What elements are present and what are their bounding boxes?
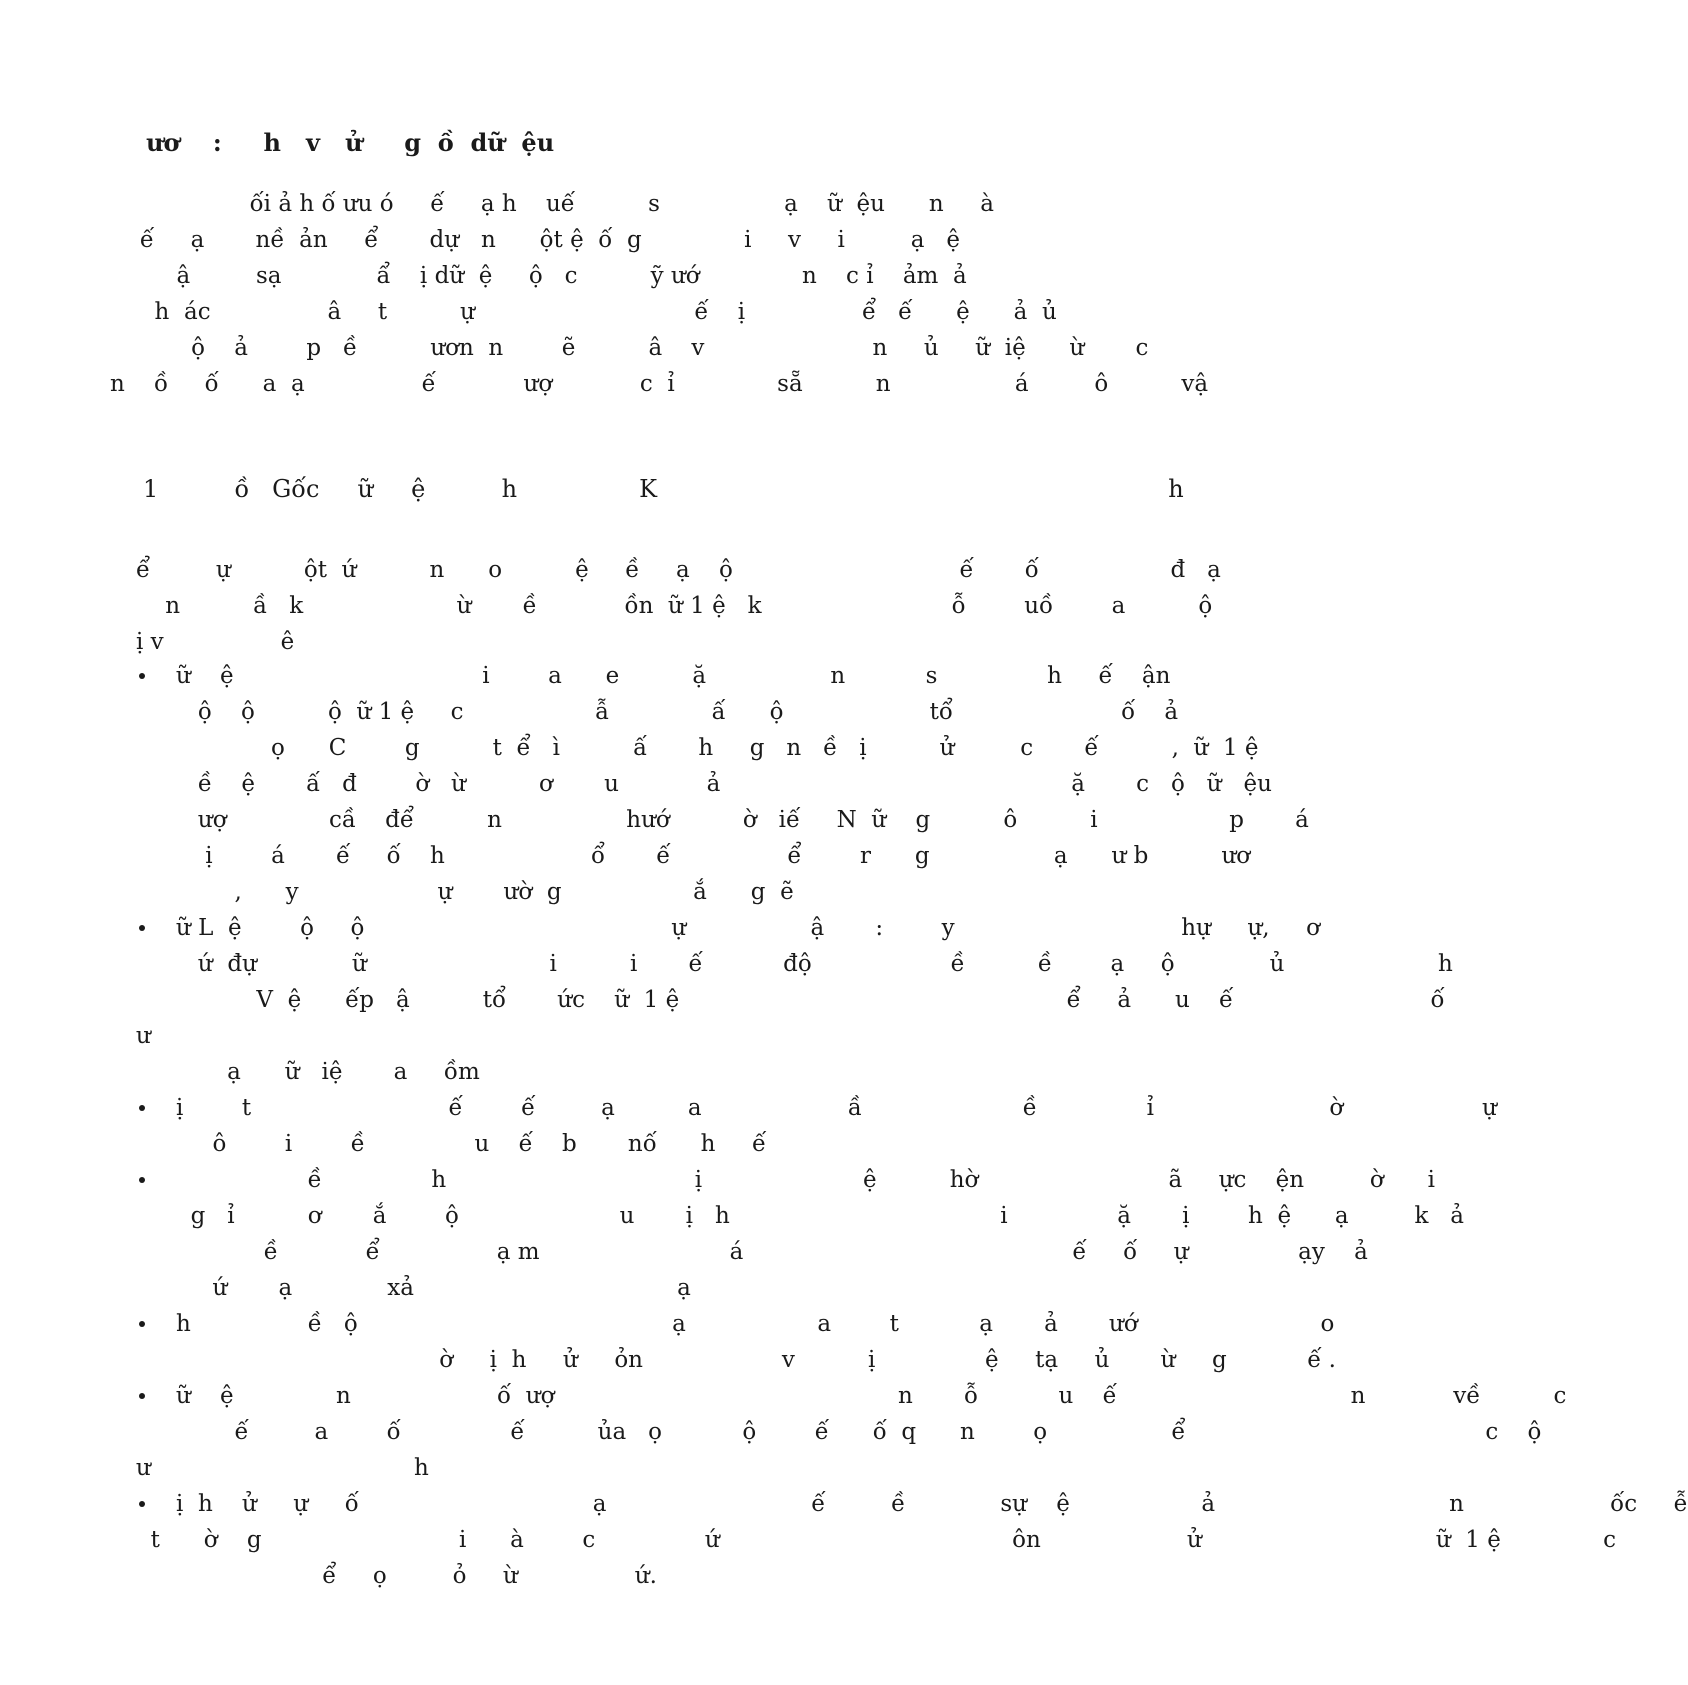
list-item (136, 1486, 1688, 1594)
bullet-line: ờ ị h ử ỏn v ị ệ tạ ủ ừ g ế . (176, 1347, 1336, 1373)
bullet-line: ị h ử ự ố ạ ế ề sự ệ ả n ốc ễ (176, 1491, 1688, 1517)
section-intro-line: n ầ k ừ ề ồn ữ 1 ệ k ỗ uồ a ộ (136, 593, 1213, 619)
section-title: 1 ồ Gốc ữ ệ h K h (143, 475, 1184, 503)
bullet-line: ạ ữ iệ a ồm (176, 1059, 480, 1085)
bullet-line: ị t ế ế ạ a ầ ề ỉ ờ ự (176, 1095, 1497, 1121)
bullet-line: ề h ị ệ hờ ã ực ện ờ i (176, 1167, 1435, 1193)
bullet-line: h ề ộ ạ a t ạ ả ướ o (176, 1311, 1335, 1337)
bullet-list (136, 658, 1688, 1594)
bullet-line: ề ể ạ m á ế ố ự ạy ả (176, 1239, 1368, 1265)
bullet-line: ế a ố ế ủa ọ ộ ế ố q n ọ ể c ộ (176, 1419, 1542, 1445)
bullet-line: ô i ề u ế b nố h ế (176, 1131, 767, 1157)
bullet-line: ộ ộ ộ ữ 1 ệ c ẫ ấ ộ tổ ố ả (176, 699, 1179, 725)
bullet-icon (139, 925, 145, 931)
bullet-line: , y ự ườ g ắ g ẽ (176, 879, 794, 905)
list-item (136, 1378, 1567, 1486)
list-item (136, 1306, 1336, 1378)
section-intro-paragraph (136, 552, 1221, 660)
intro-paragraph (110, 186, 1209, 402)
intro-line: ế ạ nề ản ể dự n ột ệ ố g i v i ạ ệ (118, 227, 960, 253)
bullet-line: ữ L ệ ộ ộ ự ậ : y hự ự, ơ (176, 915, 1321, 941)
intro-line: n ồ ố a ạ ế ượ c ỉ sẵ n á ô vậ (110, 371, 1209, 397)
bullet-line: ọ C g t ể ì ấ h g n ề ị ử c ế , ữ 1 ệ (176, 735, 1259, 761)
list-item (136, 1090, 1497, 1162)
list-item (136, 1162, 1465, 1306)
chapter-heading: ươ : h v ử g ồ dữ ệu (146, 128, 555, 157)
bullet-icon (139, 1177, 145, 1183)
bullet-line: ư h (136, 1455, 429, 1481)
bullet-icon (139, 1321, 145, 1327)
bullet-icon (139, 1105, 145, 1111)
bullet-line: ể ọ ỏ ừ ứ. (176, 1563, 657, 1589)
list-item (136, 910, 1453, 1090)
bullet-line: V ệ ếp ậ tổ ức ữ 1 ệ ể ả u ế ố (176, 987, 1445, 1013)
bullet-line: g ỉ ơ ắ ộ u ị h i ặ ị h ệ ạ k ả (176, 1203, 1465, 1229)
list-item (136, 658, 1309, 910)
section-intro-line: ị v ê (136, 629, 295, 655)
bullet-line: ữ ệ i a e ặ n s h ế ận (176, 663, 1171, 689)
bullet-line: ư (136, 1023, 151, 1049)
bullet-line: t ờ g i à c ứ ôn ử ữ 1 ệ c (136, 1527, 1617, 1553)
bullet-line: ữ ệ n ố ượ n ỗ u ế n về c (176, 1383, 1567, 1409)
intro-line: ậ sạ ẩ ị dữ ệ ộ c ỹ ướ n c ỉ ảm ả (118, 263, 967, 289)
section-intro-line: ể ự ột ứ n o ệ ề ạ ộ ế ố đ ạ (136, 557, 1221, 583)
bullet-icon (139, 1393, 145, 1399)
intro-line: ộ ả p ề ươn n ẽ â v n ủ ữ iệ ừ c (118, 335, 1149, 361)
bullet-icon (139, 673, 145, 679)
bullet-icon (139, 1501, 145, 1507)
bullet-line: ứ đự ữ i i ế độ ề ề ạ ộ ủ h (176, 951, 1453, 977)
bullet-line: ề ệ ấ đ ờ ừ ơ u ả ặ c ộ ữ ệu (176, 771, 1272, 797)
bullet-line: ị á ế ố h ổ ế ể r g ạ ư b ươ (176, 843, 1251, 869)
intro-line: ối ả h ố ưu ó ế ạ h uế s ạ ữ ệu n à (118, 191, 994, 217)
bullet-line: ứ ạ xả ạ (176, 1275, 691, 1301)
bullet-line: ượ cầ để n hướ ờ iế N ữ g ô i p á (176, 807, 1309, 833)
intro-line: h ác â t ự ế ị ể ế ệ ả ủ (118, 299, 1057, 325)
